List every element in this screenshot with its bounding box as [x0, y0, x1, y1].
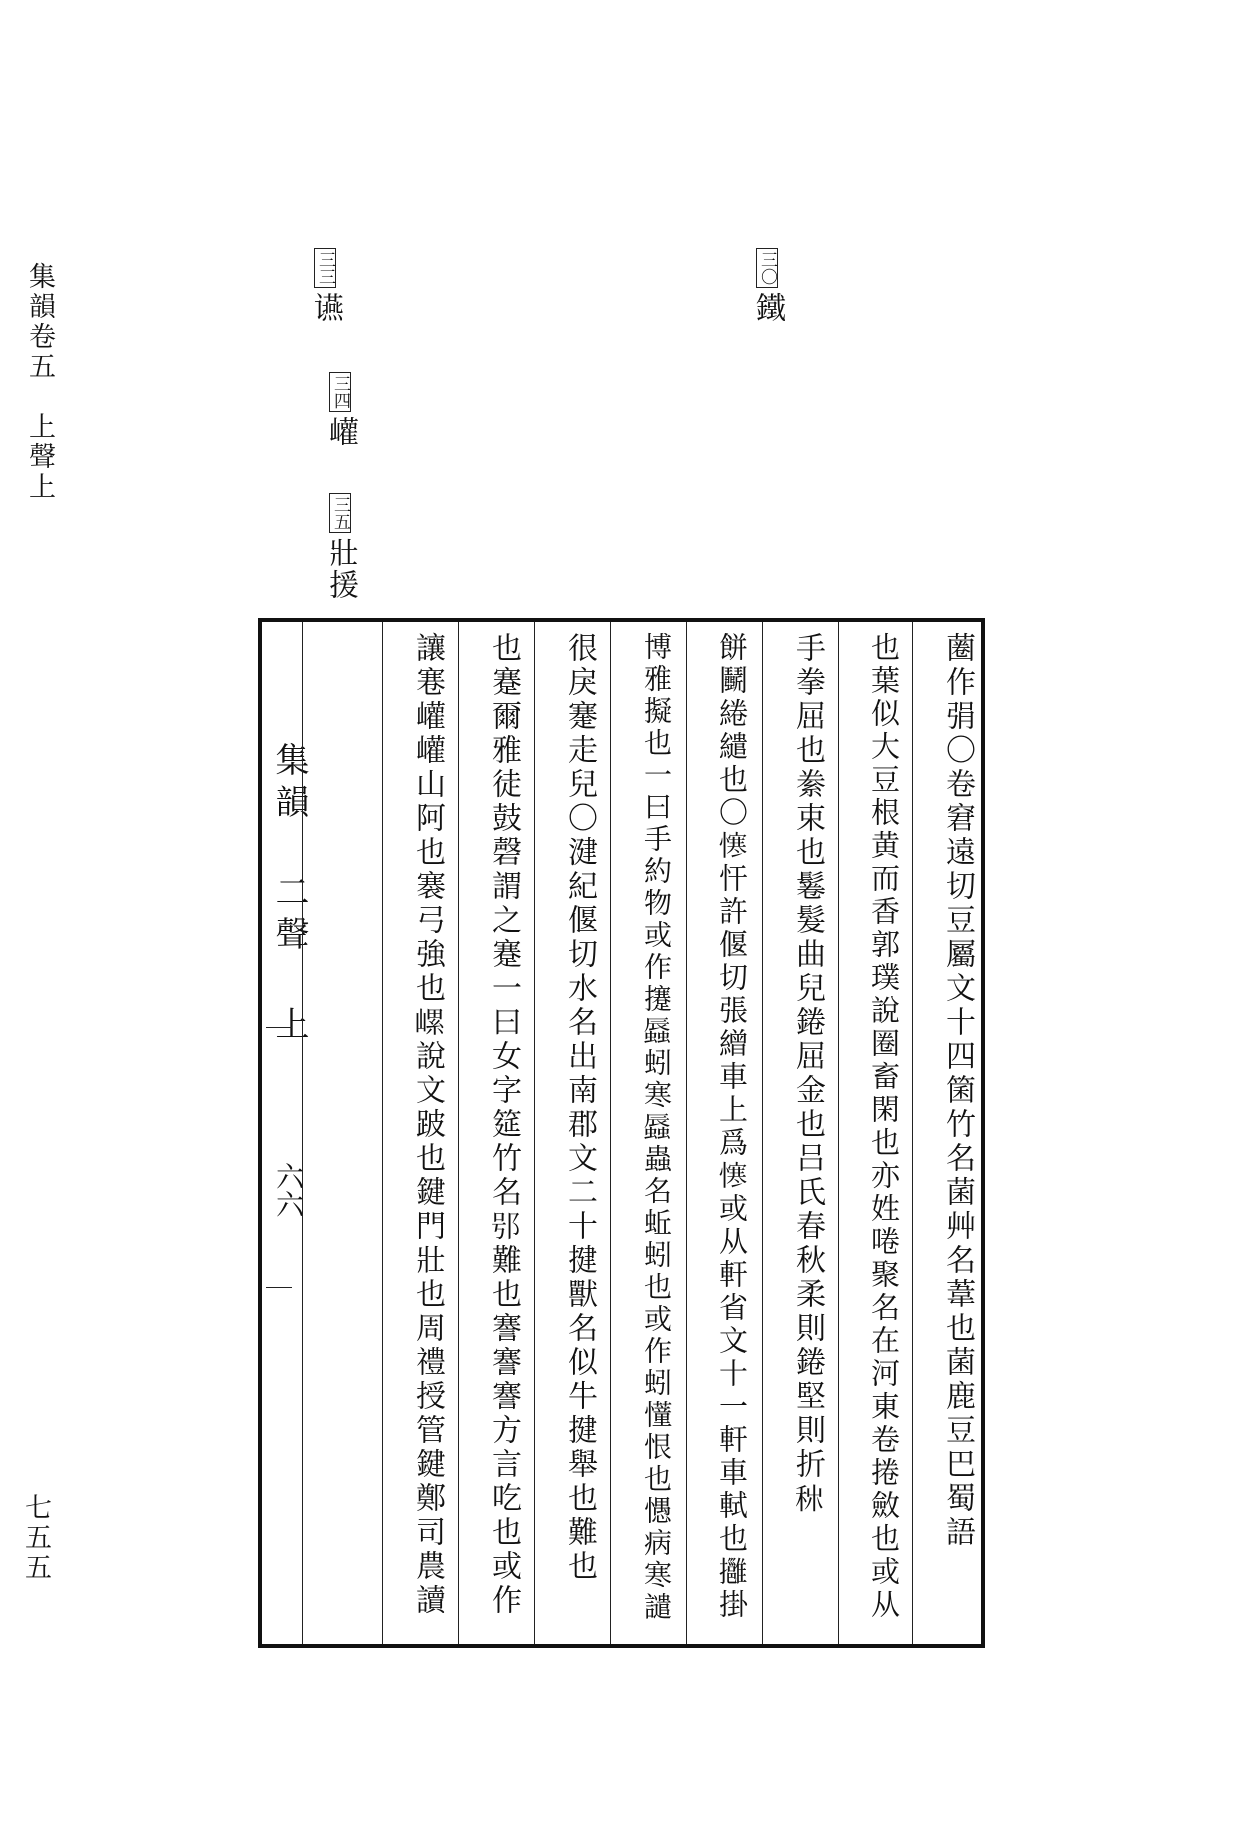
running-head: 集韻卷五 上聲上 [24, 262, 55, 502]
note-text: 鐵 [750, 292, 785, 324]
note-marker: 三三 [314, 248, 336, 288]
column-rule [458, 622, 459, 1644]
note-text: 巏 [323, 416, 358, 448]
collation-note-34 [323, 372, 358, 448]
column-rule [534, 622, 535, 1644]
text-column-5: 博雅擬也一曰手約物或作攓𧒏蚓寒𧒏蟲名蚯蚓也或作蚓𢤦恨也㦙病寒譴 [640, 632, 673, 1624]
fold-number: 六六 [272, 1162, 305, 1218]
text-column-6: 很戾䞿走兒〇湕紀偃切水名出南郡文二十揵獸名似牛揵舉也難也 [562, 632, 597, 1584]
text-column-3: 手拳屈也絭束也鬈髮曲兒錈屈金也吕氏春秋柔則錈堅則折𥞕 [790, 632, 825, 1516]
text-column-8: 讓寋巏巏山阿也褰弓強也𡻱說文跛也鍵門壯也周禮授管鍵鄭司農讀 [410, 632, 445, 1618]
column-rule [912, 622, 913, 1644]
fold-tick [266, 1027, 292, 1028]
text-column-7: 也蹇爾雅徒鼓磬謂之蹇一曰女字筵竹名𨚙難也謇謇謇方言吃也或作 [486, 632, 521, 1618]
column-rule [302, 622, 303, 1644]
column-rule [838, 622, 839, 1644]
text-column-4: 餅鬭綣繾也〇𢢈忓許偃切張繒車上爲𢢈或从軒省文十一軒車軾也𢹬掛 [715, 632, 749, 1622]
fold-tick [266, 1287, 292, 1288]
note-marker: 三五 [329, 493, 351, 533]
text-column-2: 也葉似大豆根黄而香郭璞說圈畜閑也亦姓啳聚名在河東卷捲斂也或从 [867, 632, 901, 1622]
text-frame [258, 618, 985, 1648]
column-rule [610, 622, 611, 1644]
column-rule [382, 622, 383, 1644]
text-column-1: 蔨作弲〇卷窘遠切豆屬文十四箘竹名菌艸名葦也菌鹿豆巴蜀語 [940, 632, 975, 1550]
collation-note-30 [750, 248, 785, 324]
column-rule [762, 622, 763, 1644]
column-rule [686, 622, 687, 1644]
note-marker: 三〇 [756, 248, 778, 288]
note-marker: 三四 [329, 372, 351, 412]
collation-note-33 [308, 248, 343, 324]
page-number: 七五五 [20, 1493, 51, 1583]
note-text: 䜩 [308, 292, 343, 324]
note-text: 壯援 [323, 537, 358, 601]
collation-note-35 [323, 493, 358, 601]
fold-title: 集韻 二聲 上 [269, 742, 309, 1048]
